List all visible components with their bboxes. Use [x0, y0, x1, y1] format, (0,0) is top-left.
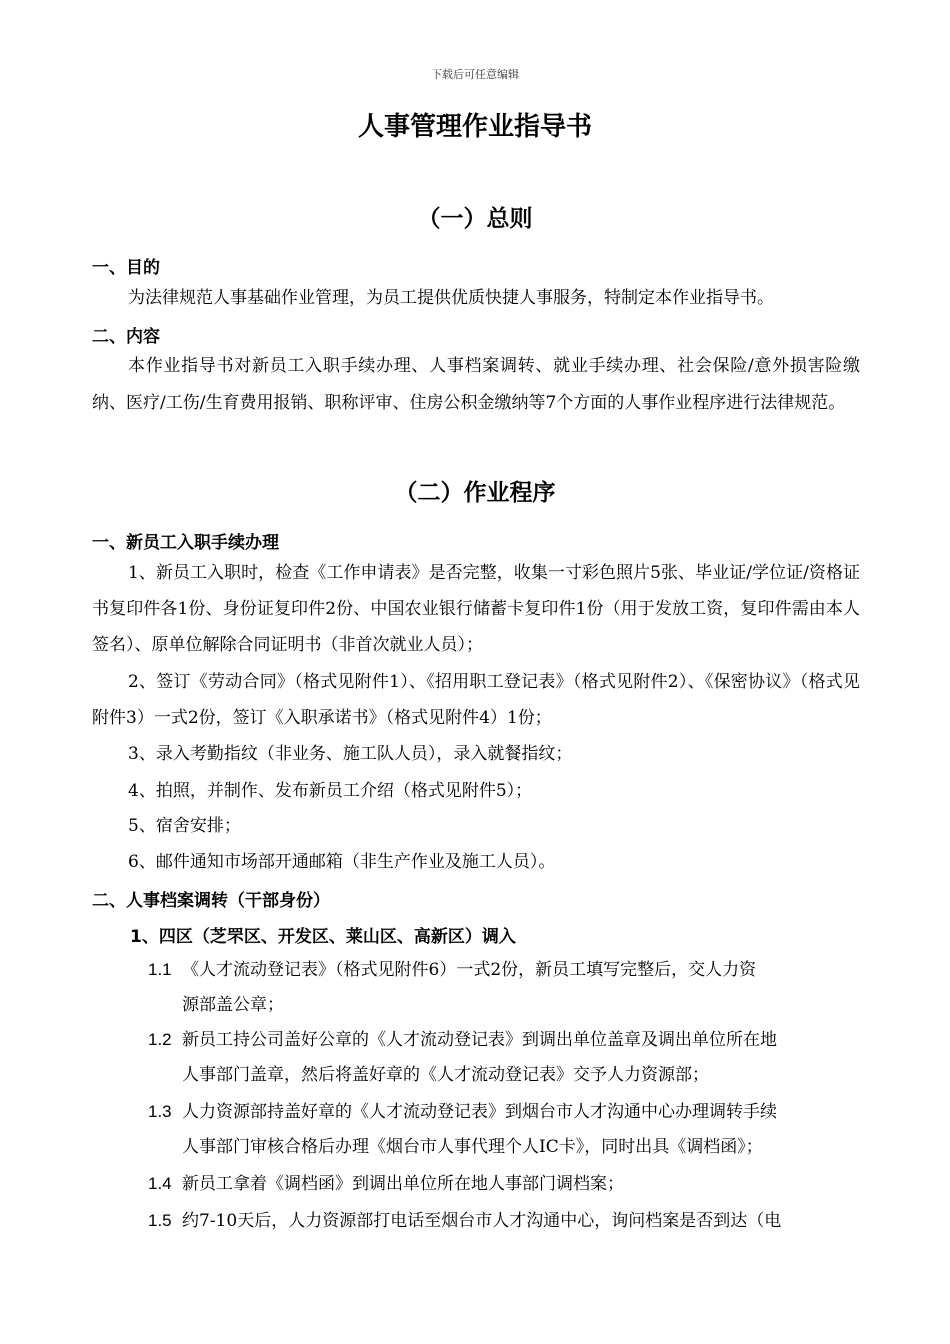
transfer-item-continuation: 人事部门盖章，然后将盖好章的《人才流动登记表》交予人力资源部； — [182, 1065, 709, 1085]
transfer-heading: 二、人事档案调转（干部身份） — [92, 891, 330, 911]
onboarding-item: 1、新员工入职时，检查《工作申请表》是否完整，收集一寸彩色照片5张、毕业证/学位证/资格证书复印件各1份、身份证复印件2份、中国农业银行储蓄卡复印件1份（用于发放工资，复印件需由本人签名）、原单位解除合同证明书（非首次就业人员）； — [92, 563, 860, 655]
onboarding-item: 4、拍照，并制作、发布新员工介绍（格式见附件5）； — [128, 781, 533, 801]
transfer-sub-heading: 1、四区（芝罘区、开发区、莱山区、高新区）调入 — [130, 927, 516, 947]
content-text: 本作业指导书对新员工入职手续办理、人事档案调转、就业手续办理、社会保险/意外损害险缴纳、医疗/工伤/生育费用报销、职称评审、住房公积金缴纳等7个方面的人事作业程序进行法律规范。 — [92, 356, 860, 413]
transfer-item-number: 1.1 — [148, 960, 172, 979]
transfer-item-line: 人力资源部持盖好章的《人才流动登记表》到烟台市人才沟通中心办理调转手续 — [182, 1102, 777, 1122]
onboarding-item: 5、宿舍安排； — [128, 816, 241, 836]
transfer-item — [148, 1022, 860, 1093]
section-heading-procedure: （二）作业程序 — [394, 480, 556, 506]
transfer-item-number: 1.5 — [148, 1211, 172, 1230]
transfer-item-number: 1.2 — [148, 1030, 172, 1049]
purpose-text: 为法律规范人事基础作业管理，为员工提供优质快捷人事服务，特制定本作业指导书。 — [128, 288, 774, 308]
transfer-item-continuation: 人事部门审核合格后办理《烟台市人事代理个人IC卡》，同时出具《调档函》； — [182, 1137, 763, 1157]
onboarding-item: 2、签订《劳动合同》（格式见附件1）、《招用职工登记表》（格式见附件2）、《保密协议》（格式见附件3）一式2份，签订《入职承诺书》（格式见附件4）1份； — [92, 672, 860, 728]
content-heading: 二、内容 — [92, 327, 160, 347]
transfer-item — [148, 1094, 860, 1165]
transfer-item-line: 《人才流动登记表》（格式见附件6）一式2份，新员工填写完整后，交人力资 — [182, 960, 757, 980]
header-note: 下载后可任意编辑 — [431, 68, 519, 81]
transfer-item-continuation: 源部盖公章； — [182, 995, 284, 1015]
transfer-item-line: 约7-10天后，人力资源部打电话至烟台市人才沟通中心，询问档案是否到达（电 — [182, 1211, 782, 1231]
onboarding-item: 6、邮件通知市场部开通邮箱（非生产作业及施工人员）。 — [128, 852, 556, 872]
onboarding-item: 3、录入考勤指纹（非业务、施工队人员），录入就餐指纹； — [128, 744, 573, 764]
section-heading-general: （一）总则 — [417, 206, 533, 232]
transfer-item — [148, 952, 860, 1023]
transfer-item — [148, 1203, 860, 1239]
transfer-item-number: 1.3 — [148, 1102, 172, 1121]
transfer-item-number: 1.4 — [148, 1174, 172, 1193]
onboarding-heading: 一、新员工入职手续办理 — [92, 533, 279, 553]
transfer-item — [148, 1166, 860, 1202]
transfer-item-line: 新员工持公司盖好公章的《人才流动登记表》到调出单位盖章及调出单位所在地 — [182, 1030, 777, 1050]
transfer-item-line: 新员工拿着《调档函》到调出单位所在地人事部门调档案； — [182, 1174, 624, 1194]
document-title: 人事管理作业指导书 — [357, 112, 592, 142]
purpose-heading: 一、目的 — [92, 258, 160, 278]
